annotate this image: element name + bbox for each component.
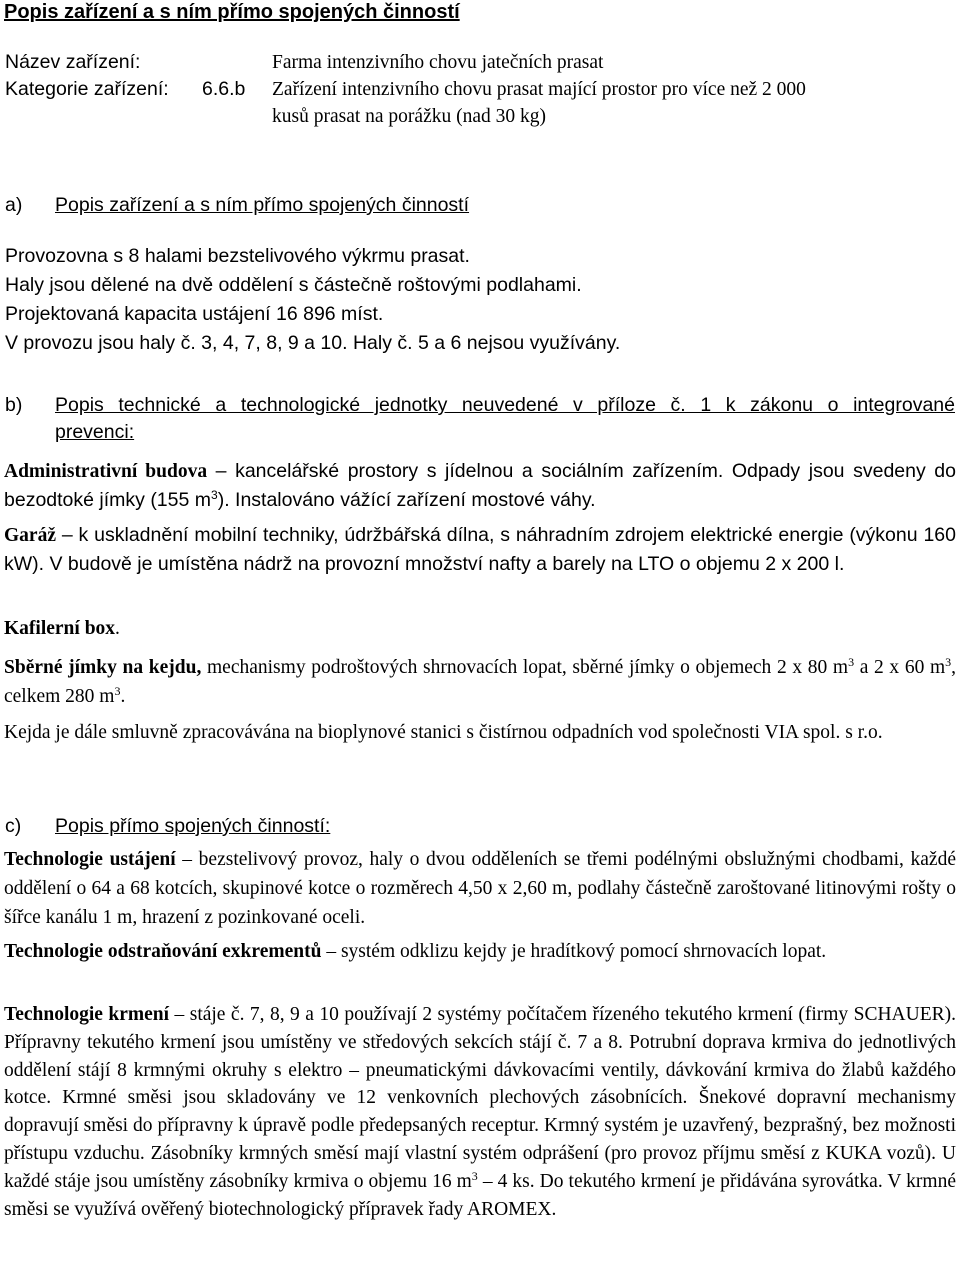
feeding-technology-paragraph: Technologie krmení – stáje č. 7, 8, 9 a 10 používají 2 systémy počítačem řízeného tekutého krmení (firmy SCHAUER). Přípravny tekutého krmení jsou umístěny ve středových sekcích stájí č. 7 a 8. Potrubní doprava krmiva do jednotlivých oddělení stájí 8 krmnými okruhy s elektro – pneumatickými dávkovacími ventily, dávkování krmiva do žlabů každého kotce. Krmné směsi jsou skladovány ve 12 venkovních plechových zásobnících. Šnekové dopravní mechanismy dopravují směsi do přípravny k úpravě podle předepsaných receptur. Krmný systém je uzavřený, bezprašný, bez možnosti přístupu vzduchu. Zásobníky krmných směsí mají vlastní systém odprášení (pro provoz příjmu směsí z KUKA vozů). U každé stáje jsou umístěny zásobníky krmiva o objemu 16 $m^3 - 4$ ks. Do tekutého krmení je přidávána syrovátka. V krmné směsi se využívá ověřený biotechnologický přípravek řady AROMEX.: [4, 1004, 956, 1220]
excrement-technology-paragraph: Technologie odstraňování exkrementů – systém odklizu kejdy je hradítkový pomocí shrnovacích lopat.: [4, 941, 827, 962]
section-a-title: Popis zařízení a s ním přímo spojených činností: [55, 194, 470, 216]
section-a-line: Projektovaná kapacita ustájení 16 896 míst.: [5, 303, 384, 325]
sump-label: Sběrné jímky na kejdu,: [4, 657, 202, 678]
admin-building-paragraph: Administrativní budova – kancelářské prostory s jídelnou a sociálním zařízením. Odpady jsou svedeny do bezodtoké jímky (155 $m^3$). Instalováno vážící zařízení mostové váhy.: [4, 460, 956, 511]
section-b-letter: b): [5, 394, 23, 416]
section-a-line: V provozu jsou haly č. 3, 4, 7, 8, 9 a 10. Haly č. 5 a 6 nejsou využívány.: [5, 332, 621, 354]
device-name-value: Farma intenzivního chovu jatečních prasat: [272, 52, 604, 73]
garage-paragraph: Garáž – k uskladnění mobilní techniky, údržbářská dílna, s náhradním zdrojem elektrické energie (výkonu 160 kW). V budově je umístěna nádrž na provozní množství nafty a barely na LTO o objemu 2 x 200 l.: [4, 524, 956, 575]
section-b-title-continued: prevenci:: [55, 421, 135, 443]
section-b-title: Popis technické a technologické jednotky neuvedené v příloze č. 1 k zákonu o integrované: [55, 394, 955, 416]
category-value-line1: Zařízení intenzivního chovu prasat mající prostor pro více než 2 000: [272, 79, 806, 100]
sump-paragraph: Sběrné jímky na kejdu, mechanismy podroštových shrnovacích lopat, sběrné jímky o objemech 2 x 80 $m^3$ a 2 x 60 $m^3$, celkem 280 $m^3$.: [4, 655, 957, 707]
excrement-technology-label: Technologie odstraňování exkrementů: [4, 941, 322, 962]
feeding-technology-label: Technologie krmení: [4, 1004, 170, 1025]
section-a-letter: a): [5, 194, 23, 216]
section-c-title: Popis přímo spojených činností:: [55, 815, 331, 837]
section-c-letter: c): [5, 815, 22, 837]
section-a-line: Haly jsou dělené na dvě oddělení s částečně roštovými podlahami.: [5, 274, 582, 296]
housing-technology-paragraph: Technologie ustájení – bezstelivový provoz, haly o dvou odděleních se třemi podélnými obslužnými chodbami, každé oddělení o 64 a 68 kotcích, skupinové kotce o rozměrech 4,50 x 2,60 m, podlahy částečně zaroštované litinovými rošty o šířce kanálu 1 m, hrazení z pozinkované oceli.: [4, 849, 956, 928]
page-title: Popis zařízení a s ním přímo spojených činností: [4, 1, 460, 23]
housing-technology-label: Technologie ustájení: [4, 849, 176, 870]
category-label: Kategorie zařízení:: [5, 78, 169, 100]
category-code: 6.6.b: [202, 78, 246, 100]
kafilerni-label: Kafilerní box: [4, 618, 116, 639]
kejda-paragraph: Kejda je dále smluvně zpracovávána na bioplynové stanici s čistírnou odpadních vod společnosti VIA spol. s r.o.: [4, 722, 883, 743]
category-value-line2: kusů prasat na porážku (nad 30 kg): [272, 106, 546, 127]
device-name-label: Název zařízení:: [5, 51, 141, 73]
section-a-line: Provozovna s 8 halami bezstelivového výkrmu prasat.: [5, 245, 470, 267]
garage-label: Garáž: [4, 525, 56, 546]
kafilerni-paragraph: Kafilerní box.: [4, 618, 120, 639]
admin-building-label: Administrativní budova: [4, 461, 208, 482]
